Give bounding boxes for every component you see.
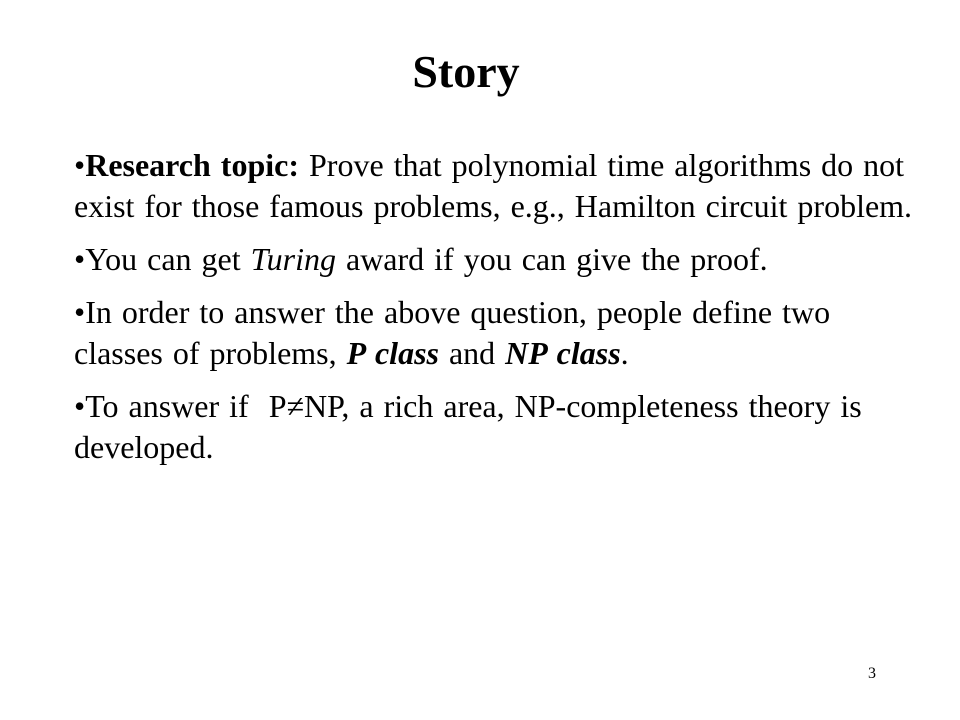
bullet-research-topic <box>74 145 924 227</box>
bullet-lead: Research topic: <box>85 147 299 183</box>
slide-title: Story <box>412 46 520 97</box>
bullet-marker: • <box>74 147 86 183</box>
bullet-text: Prove that polynomial time algorithms do not exist for those famous problems, e.g., Hamilton circuit problem. <box>74 147 913 224</box>
not-equal-symbol: ≠ <box>286 388 305 424</box>
bullet-p-neq-np <box>74 386 924 468</box>
bullet-text: You can get <box>85 241 251 277</box>
bullet-text: To answer if P <box>85 388 287 424</box>
bullet-text: NP, a rich area, NP-completeness theory is developed. <box>74 388 862 465</box>
bullet-emphasis-np-class: NP class <box>505 335 621 371</box>
bullet-marker: • <box>74 388 86 424</box>
bullet-text: and <box>438 335 506 371</box>
bullet-emphasis-p-class: P class <box>346 335 439 371</box>
slide-body <box>74 145 924 480</box>
bullet-text: In order to answer the above question, people define two classes of problems, <box>74 294 831 371</box>
bullet-text: award if you can give the proof. <box>335 241 768 277</box>
bullet-text: . <box>620 335 629 371</box>
bullet-marker: • <box>74 241 86 277</box>
bullet-emphasis: Turing <box>250 241 336 277</box>
page-number: 3 <box>868 665 876 682</box>
bullet-turing-award <box>74 239 924 280</box>
bullet-marker: • <box>74 294 86 330</box>
bullet-two-classes <box>74 292 924 374</box>
